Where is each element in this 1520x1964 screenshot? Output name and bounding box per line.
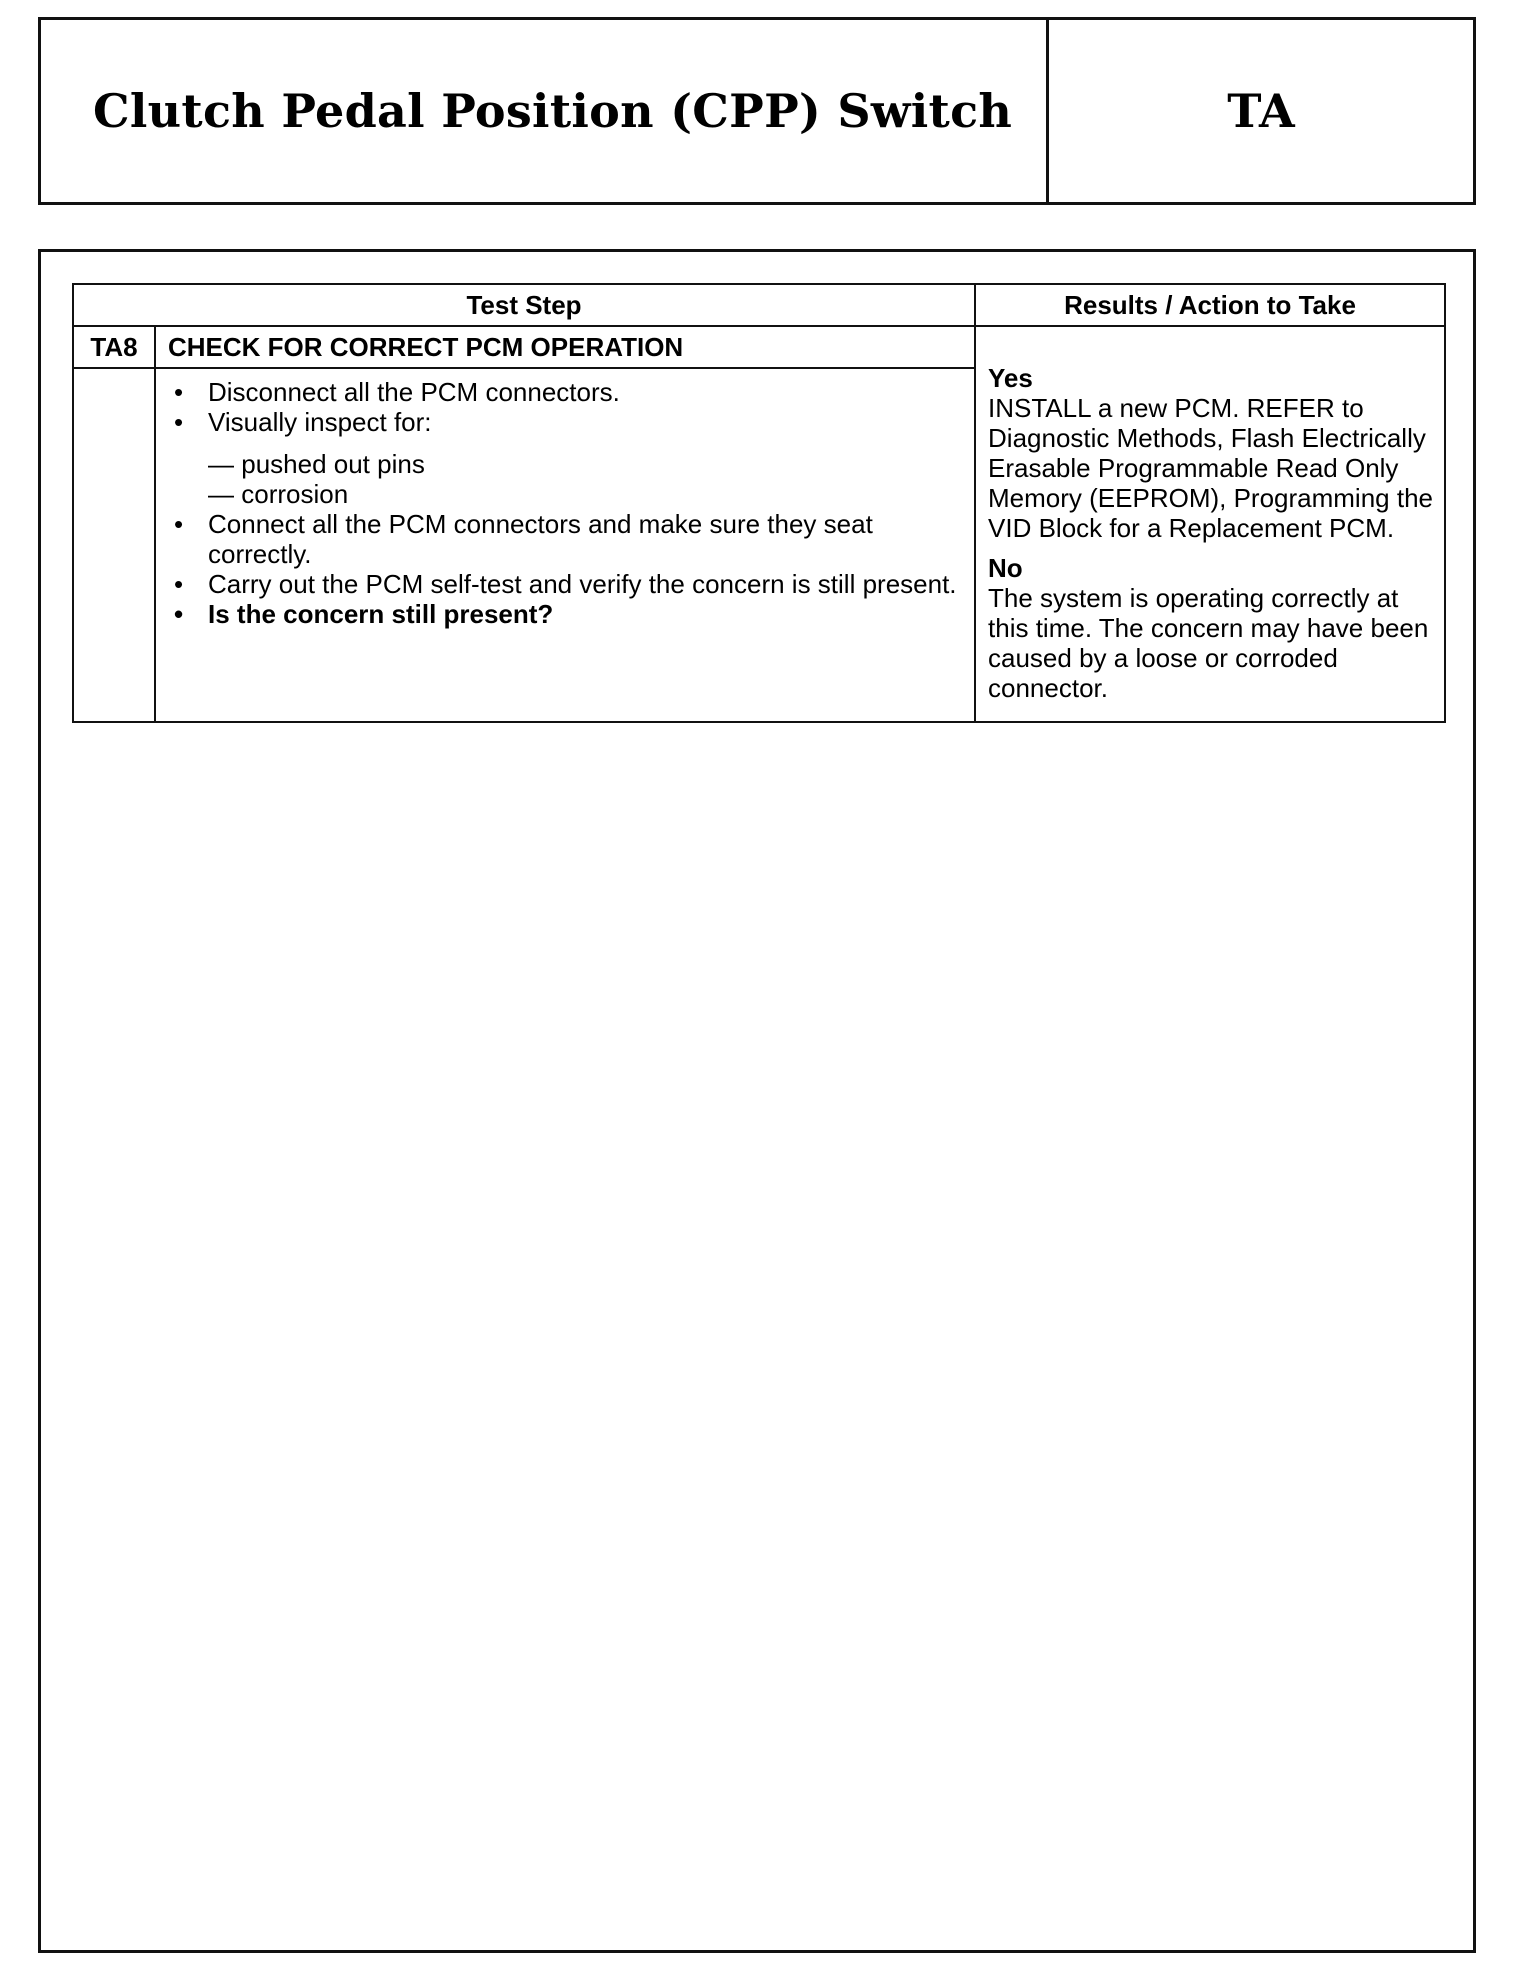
inspect-item: — corrosion	[208, 479, 964, 509]
result-no-text: The system is operating correctly at this time. The concern may have been caused by a loose or corroded connector.	[988, 583, 1429, 703]
column-header-results: Results / Action to Take	[975, 284, 1445, 326]
diagnostic-table	[72, 283, 1446, 723]
result-yes-text: INSTALL a new PCM. REFER to Diagnostic Methods, Flash Electrically Erasable Programmable Read Only Memory (EEPROM), Programming the VID Block for a Replacement PCM.	[988, 393, 1433, 543]
step-title-row	[73, 326, 1445, 368]
inspect-list	[208, 449, 964, 509]
result-yes-label: Yes	[988, 363, 1033, 393]
section-code: TA	[1227, 84, 1295, 138]
step-instructions	[155, 368, 975, 722]
list-item: • Visually inspect for: — pushed out pins — corrosion	[168, 407, 964, 509]
result-no-label: No	[988, 553, 1023, 583]
list-item: • Carry out the PCM self-test and verify the concern is still present.	[168, 569, 964, 599]
list-item: • Connect all the PCM connectors and make sure they seat correctly.	[168, 509, 964, 569]
step-id: TA8	[73, 326, 155, 368]
inspect-item: — pushed out pins	[208, 449, 964, 479]
question-item: • Is the concern still present?	[168, 599, 964, 629]
table-header-row	[73, 284, 1445, 326]
list-item: • Disconnect all the PCM connectors.	[168, 377, 964, 407]
column-header-test-step: Test Step	[73, 284, 975, 326]
page-header	[38, 17, 1476, 205]
instruction-list	[168, 377, 964, 629]
results-cell	[975, 326, 1445, 722]
step-title: CHECK FOR CORRECT PCM OPERATION	[155, 326, 975, 368]
step-id-spacer	[73, 368, 155, 722]
page-title: Clutch Pedal Position (CPP) Switch	[41, 20, 1049, 202]
